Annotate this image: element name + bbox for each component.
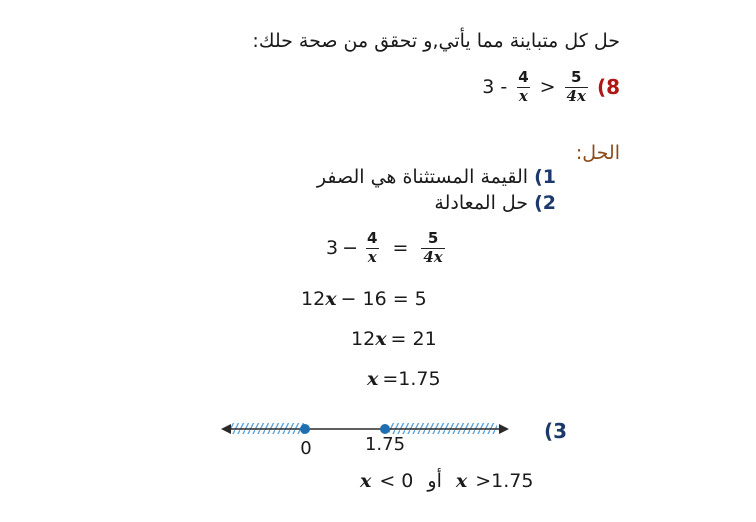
left-arrow-icon bbox=[221, 424, 231, 434]
problem-lhs-denominator: x bbox=[518, 86, 528, 105]
final-part2-var: x bbox=[455, 470, 468, 492]
problem-8 bbox=[482, 70, 620, 105]
final-connector: أو bbox=[427, 470, 442, 492]
final-part1-var: x bbox=[360, 470, 372, 492]
exercise-instruction: حل كل متباينة مما يأتي,و تحقق من صحة حلك: bbox=[252, 30, 620, 52]
step-2-number: (2 bbox=[534, 192, 556, 214]
step-2-text: حل المعادلة bbox=[434, 192, 529, 214]
eq1-rhs-numerator: 5 bbox=[427, 229, 439, 247]
eq4-var: x bbox=[367, 368, 379, 390]
eq2-var: x bbox=[325, 288, 337, 310]
point-zero bbox=[300, 424, 310, 434]
step-1 bbox=[317, 166, 556, 188]
eq3-rest: = 21 bbox=[390, 328, 437, 350]
step-1-text: القيمة المستثناة هي الصفر bbox=[316, 166, 529, 188]
number-line bbox=[215, 410, 515, 460]
step-2 bbox=[434, 192, 556, 214]
eq3-var: x bbox=[375, 328, 387, 350]
problem-rhs-fraction bbox=[565, 70, 588, 105]
point-one-seventy-five bbox=[380, 424, 390, 434]
final-part2-rest: >1.75 bbox=[475, 470, 534, 492]
eq1-rhs-denominator: 4x bbox=[423, 247, 443, 266]
item-3-number: (3 bbox=[544, 419, 568, 443]
step-1-number: (1 bbox=[534, 166, 556, 188]
problem-lhs-numerator: 4 bbox=[518, 68, 529, 86]
equation-4 bbox=[367, 368, 441, 390]
eq1-lhs-fraction bbox=[365, 231, 379, 266]
problem-relation: > bbox=[539, 76, 556, 99]
eq3-coef: 12 bbox=[351, 328, 376, 350]
final-answer bbox=[360, 470, 533, 492]
right-arrow-icon bbox=[499, 424, 509, 434]
eq1-lhs-whole: 3 bbox=[326, 237, 339, 260]
eq1-lhs-numerator: 4 bbox=[367, 229, 378, 247]
problem-lhs-fraction bbox=[516, 70, 530, 105]
eq1-rhs-fraction bbox=[421, 231, 444, 266]
eq1-equals: = bbox=[392, 237, 409, 260]
eq2-rest: − 16 = 5 bbox=[340, 288, 427, 310]
problem-minus: - bbox=[500, 76, 508, 99]
eq1-minus: − bbox=[342, 237, 359, 260]
problem-number: (8 bbox=[596, 75, 620, 100]
equation-2 bbox=[301, 288, 427, 310]
final-part1-rest: < 0 bbox=[379, 470, 414, 492]
eq2-coef: 12 bbox=[301, 288, 326, 310]
point-one-seventy-five-label: 1.75 bbox=[364, 434, 406, 455]
problem-rhs-numerator: 5 bbox=[571, 68, 582, 86]
solution-heading: الحل: bbox=[575, 142, 620, 164]
problem-lhs-whole: 3 bbox=[482, 76, 495, 99]
problem-rhs-denominator: 4x bbox=[566, 86, 586, 105]
eq4-rest: =1.75 bbox=[382, 368, 441, 390]
point-zero-label: 0 bbox=[300, 438, 312, 459]
equation-3 bbox=[351, 328, 437, 350]
equation-1 bbox=[326, 231, 448, 266]
eq1-lhs-denominator: x bbox=[367, 247, 377, 266]
